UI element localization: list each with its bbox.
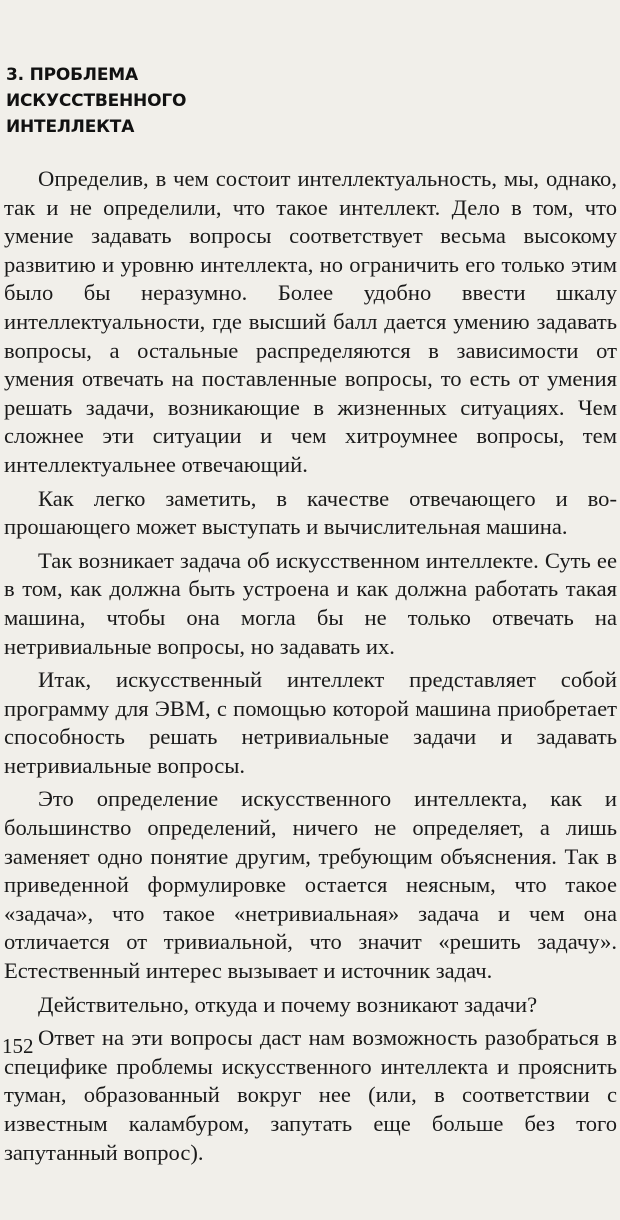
paragraph: Как легко заметить, в качестве отвечающего и вопрошающего может выступать и вычислительная машина. [4,485,617,540]
chapter-heading-line: ИСКУССТВЕННОГО [6,91,187,111]
chapter-heading [6,62,266,140]
paragraph: Ответ на эти вопросы даст нам возможность разобраться в специфике проблемы искусственного интеллекта и прояснить туман, образованный вокруг нее (или, в соответствии с известным каламбуром, запутать еще больше без того запутанный вопрос). [4,1025,617,1165]
paragraph: Определив, в чем состоит интеллектуальность, мы, однако, так и не определили, что такое интеллект. Дело в том, что умение задавать вопросы соответствует весьма высокому развитию и уровню интеллекта, но ограничить его только этим было бы неразумно. Более удобно ввести шкалу интеллектуальности, где высший балл дается умению задавать вопросы, а остальные распределяются в зависимости от умения отвечать на поставленные вопросы, то есть от умения решать задачи, возникающие в жизненных ситуациях. Чем сложнее эти ситуации и чем хитроумнее вопросы, тем интеллектуальнее отвечающий. [4,166,617,477]
body-text [4,165,617,1172]
paragraph: Действительно, откуда и почему возникают задачи? [38,991,538,1017]
chapter-heading-line: 3. ПРОБЛЕМА [6,65,138,85]
page-number: 152 [2,1034,34,1058]
chapter-heading-line: ИНТЕЛЛЕКТА [6,117,135,137]
paragraph: Итак, искусственный интеллект представляет собой программу для ЭВМ, с помощью которой машина приобретает способность решать нетривиальные задачи и задавать нетривиальные вопросы. [4,667,617,778]
paragraph: Так возникает задача об искусственном интеллекте. Суть ее в том, как должна быть устроена и как должна работать такая машина, чтобы она могла бы не только отвечать на нетривиальные вопросы, но задавать их. [4,547,617,659]
paragraph: Это определение искусственного интеллекта, как и большинство определений, ничего не определяет, а лишь заменяет одно понятие другим, требующим объяснения. Так в приведенной формулировке остается неясным, что такое «задача», что такое «нетривиальная» задача и чем она отличается от тривиальной, что значит «решить задачу». Естественный интерес вызывает и источник задач. [4,786,617,984]
